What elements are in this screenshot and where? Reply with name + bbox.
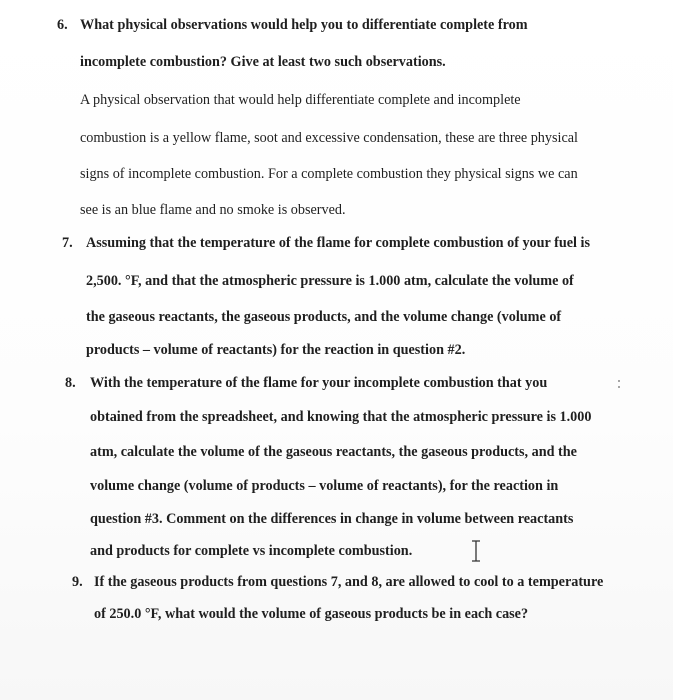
q6-answer-line: combustion is a yellow flame, soot and excessive condensation, these are three physical (80, 130, 578, 146)
q8-line: and products for complete vs incomplete combustion. (90, 543, 413, 559)
q7-line: 2,500. °F, and that the atmospheric pressure is 1.000 atm, calculate the volume of (86, 273, 574, 289)
q7-line: the gaseous reactants, the gaseous products, and the volume change (volume of (86, 309, 562, 325)
q9-line: of 250.0 °F, what would the volume of gaseous products be in each case? (94, 606, 529, 622)
q9-line: If the gaseous products from questions 7, and 8, are allowed to cool to a temperature (94, 574, 604, 590)
q8-line: With the temperature of the flame for your incomplete combustion that you (90, 375, 548, 391)
q9-number: 9. (72, 574, 83, 590)
q7-line: Assuming that the temperature of the flame for complete combustion of your fuel is (86, 235, 590, 251)
q6-answer-line: see is an blue flame and no smoke is observed. (80, 202, 346, 218)
q8-line: question #3. Comment on the differences in change in volume between reactants (90, 511, 574, 527)
text-cursor-icon (470, 540, 482, 562)
q8-number: 8. (65, 375, 76, 391)
margin-mark (618, 380, 622, 392)
q8-line: atm, calculate the volume of the gaseous reactants, the gaseous products, and the (90, 444, 577, 460)
q8-line: volume change (volume of products – volume of reactants), for the reaction in (90, 478, 559, 494)
q6-question-line: What physical observations would help you to differentiate complete from (80, 17, 528, 33)
q8-line: obtained from the spreadsheet, and knowing that the atmospheric pressure is 1.000 (90, 409, 592, 425)
q7-number: 7. (62, 235, 73, 251)
q7-line: products – volume of reactants) for the reaction in question #2. (86, 342, 466, 358)
q6-number: 6. (57, 17, 68, 33)
q6-answer-line: A physical observation that would help differentiate complete and incomplete (80, 92, 521, 108)
q6-question-line: incomplete combustion? Give at least two such observations. (80, 54, 446, 70)
q6-answer-line: signs of incomplete combustion. For a complete combustion they physical signs we can (80, 166, 578, 182)
